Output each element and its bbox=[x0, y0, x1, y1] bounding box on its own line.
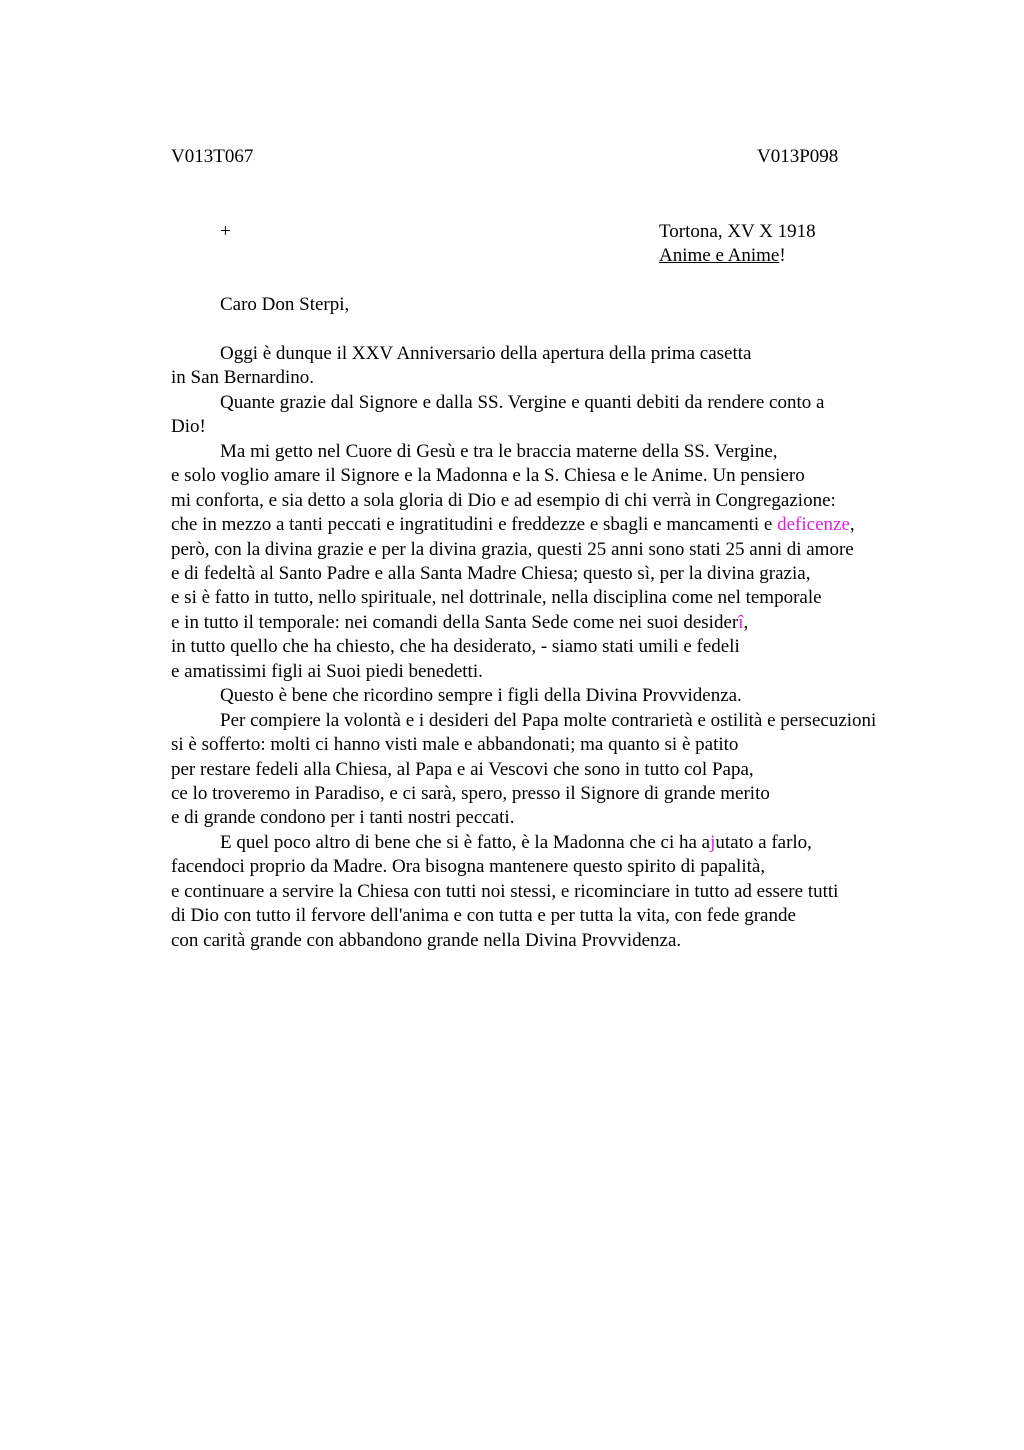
motto bbox=[659, 244, 786, 268]
body-line: e si è fatto in tutto, nello spirituale, nel dottrinale, nella disciplina come nel temporale bbox=[171, 587, 822, 608]
body-line bbox=[171, 611, 748, 635]
motto-punctuation: ! bbox=[779, 245, 786, 266]
body-line: e di grande condono per i tanti nostri peccati. bbox=[171, 807, 515, 828]
body-text: , bbox=[849, 514, 855, 535]
body-line bbox=[220, 831, 812, 855]
body-line: e di fedeltà al Santo Padre e alla Santa Madre Chiesa; questo sì, per la divina grazia, bbox=[171, 563, 811, 584]
body-text: , bbox=[743, 612, 749, 633]
body-line: Dio! bbox=[171, 416, 206, 437]
body-line: però, con la divina grazie e per la divina grazia, questi 25 anni sono stati 25 anni di amore bbox=[171, 539, 854, 560]
body-line: si è sofferto: molti ci hanno visti male e abbandonati; ma quanto si è patito bbox=[171, 734, 739, 755]
body-text: E quel poco altro di bene che si è fatto, è la Madonna che ci ha a bbox=[220, 832, 711, 853]
body-line: Questo è bene che ricordino sempre i figli della Divina Provvidenza. bbox=[220, 685, 742, 706]
body-line: e solo voglio amare il Signore e la Madonna e la S. Chiesa e le Anime. Un pensiero bbox=[171, 465, 805, 486]
body-line: con carità grande con abbandono grande nella Divina Provvidenza. bbox=[171, 930, 682, 951]
body-line: Quante grazie dal Signore e dalla SS. Vergine e quanti debiti da rendere conto a bbox=[220, 392, 825, 413]
motto-underlined: Anime e Anime bbox=[659, 245, 780, 266]
body-line: ce lo troveremo in Paradiso, e ci sarà, spero, presso il Signore di grande merito bbox=[171, 783, 770, 804]
body-line: Ma mi getto nel Cuore di Gesù e tra le braccia materne della SS. Vergine, bbox=[220, 441, 778, 462]
highlighted-letter: î bbox=[738, 612, 744, 633]
body-line bbox=[171, 513, 855, 537]
body-line: mi conforta, e sia detto a sola gloria di Dio e ad esempio di chi verrà in Congregazione: bbox=[171, 490, 836, 511]
body-line: in tutto quello che ha chiesto, che ha desiderato, - siamo stati umili e fedeli bbox=[171, 636, 740, 657]
document-code-left: V013T067 bbox=[171, 146, 254, 167]
body-line: per restare fedeli alla Chiesa, al Papa e ai Vescovi che sono in tutto col Papa, bbox=[171, 759, 754, 780]
body-line: e amatissimi figli ai Suoi piedi benedetti. bbox=[171, 661, 483, 682]
place-date: Tortona, XV X 1918 bbox=[659, 221, 816, 242]
cross-symbol: + bbox=[220, 221, 231, 242]
highlighted-letter: j bbox=[710, 832, 716, 853]
body-line: facendoci proprio da Madre. Ora bisogna mantenere questo spirito di papalità, bbox=[171, 856, 766, 877]
body-line: di Dio con tutto il fervore dell'anima e con tutta e per tutta la vita, con fede grande bbox=[171, 905, 796, 926]
body-text: utato a farlo, bbox=[715, 832, 812, 853]
highlighted-word: deficenze bbox=[777, 514, 850, 535]
body-line: Oggi è dunque il XXV Anniversario della apertura della prima casetta bbox=[220, 343, 752, 364]
body-text: che in mezzo a tanti peccati e ingratitudini e freddezze e sbagli e mancamenti e bbox=[171, 514, 778, 535]
body-line: in San Bernardino. bbox=[171, 367, 315, 388]
body-text: e in tutto il temporale: nei comandi della Santa Sede come nei suoi desider bbox=[171, 612, 739, 633]
body-line: Per compiere la volontà e i desideri del Papa molte contrarietà e ostilità e persecuzioni bbox=[220, 710, 877, 731]
document-code-right: V013P098 bbox=[757, 146, 839, 167]
salutation: Caro Don Sterpi, bbox=[220, 294, 350, 315]
body-line: e continuare a servire la Chiesa con tutti noi stessi, e ricominciare in tutto ad essere tutti bbox=[171, 881, 839, 902]
